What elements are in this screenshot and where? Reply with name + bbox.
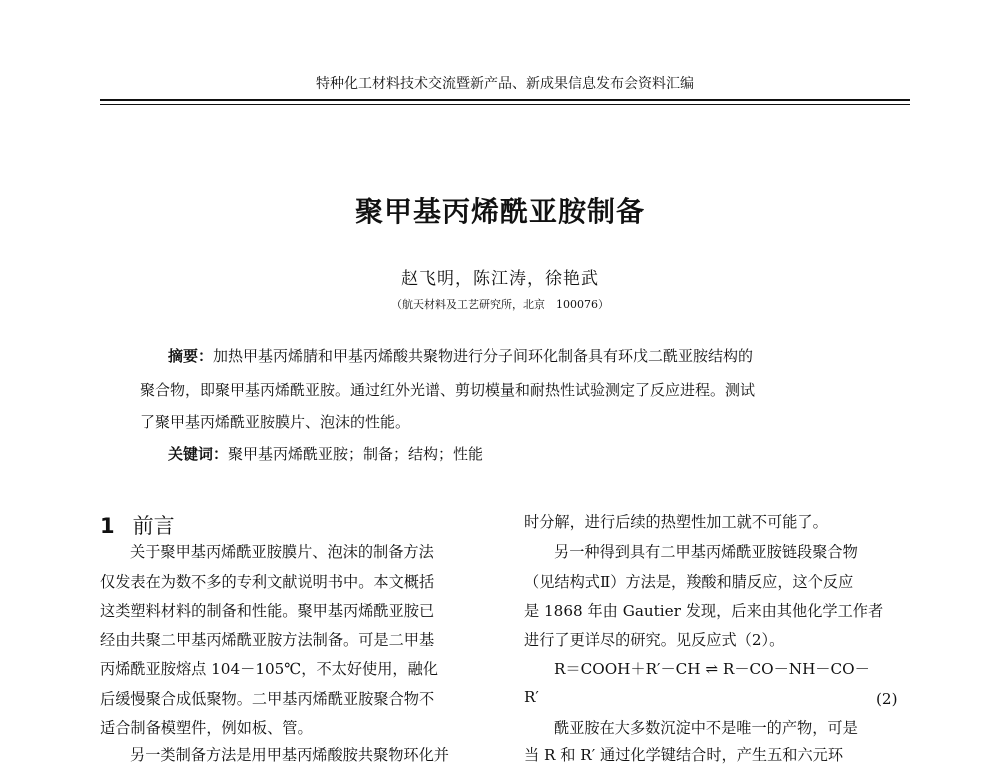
right-column-line: 时分解，进行后续的热塑性加工就不可能了。 (524, 513, 828, 531)
right-column-line: 酰亚胺在大多数沉淀中不是唯一的产物，可是 (554, 719, 858, 737)
equation-number: (2) (876, 690, 898, 708)
right-column-line: 进行了更详尽的研究。见反应式（2）。 (524, 631, 785, 649)
article-affiliation: （航天材料及工艺研究所，北京 100076） (391, 298, 609, 311)
left-column-line: 后缓慢聚合成低聚物。二甲基丙烯酰亚胺聚合物不 (100, 690, 435, 708)
running-header: 特种化工材料技术交流暨新产品、新成果信息发布会资料汇编 (316, 76, 694, 92)
abstract-line (168, 349, 908, 364)
article-authors: 赵飞明，陈江涛，徐艳武 (401, 269, 599, 289)
abstract-text: 加热甲基丙烯腈和甲基丙烯酸共聚物进行分子间环化制备具有环戊二酰亚胺结构的 (213, 347, 754, 365)
left-column-line: 经由共聚二甲基丙烯酰亚胺方法制备。可是二甲基 (100, 631, 435, 649)
right-column-line: 另一种得到具有二甲基丙烯酰亚胺链段聚合物 (554, 543, 858, 561)
keywords-line (168, 447, 908, 462)
equation-continuation: R′ (524, 688, 539, 706)
left-column-line: 仅发表在为数不多的专利文献说明书中。本文概括 (100, 573, 435, 591)
header-rule-thin (100, 104, 910, 105)
article-title: 聚甲基丙烯酰亚胺制备 (354, 195, 645, 228)
keywords-text: 聚甲基丙烯酰亚胺；制备；结构；性能 (228, 445, 484, 463)
section-title: 前言 (132, 514, 175, 538)
abstract-label: 摘要： (168, 347, 214, 365)
left-column-line: 另一类制备方法是用甲基丙烯酸胺共聚物环化并 (130, 746, 449, 764)
section-heading (100, 510, 175, 540)
equation-line: R＝COOH＋R′－CH ⇌ R－CO－NH－CO－ (554, 660, 870, 678)
abstract-line: 了聚甲基丙烯酰亚胺膜片、泡沫的性能。 (140, 413, 411, 431)
right-column-line: 是 1868 年由 Gautier 发现，后来由其他化学工作者 (524, 602, 884, 620)
keywords-label: 关键词： (168, 445, 229, 463)
left-column-line: 适合制备模塑件，例如板、管。 (100, 719, 313, 737)
left-column-line: 这类塑料材料的制备和性能。聚甲基丙烯酰亚胺已 (100, 602, 435, 620)
right-column-line: 当 R 和 R′ 通过化学键结合时，产生五和六元环 (524, 746, 844, 764)
left-column-line: 关于聚甲基丙烯酰亚胺膜片、泡沫的制备方法 (130, 543, 434, 561)
header-rule-thick (100, 99, 910, 101)
abstract-line: 聚合物，即聚甲基丙烯酰亚胺。通过红外光谱、剪切模量和耐热性试验测定了反应进程。测试 (140, 381, 756, 399)
right-column-line: （见结构式Ⅱ）方法是，羧酸和腈反应，这个反应 (524, 573, 854, 591)
section-number: 1 (100, 514, 115, 538)
left-column-line: 丙烯酰亚胺熔点 104－105℃，不太好使用，融化 (100, 660, 438, 678)
